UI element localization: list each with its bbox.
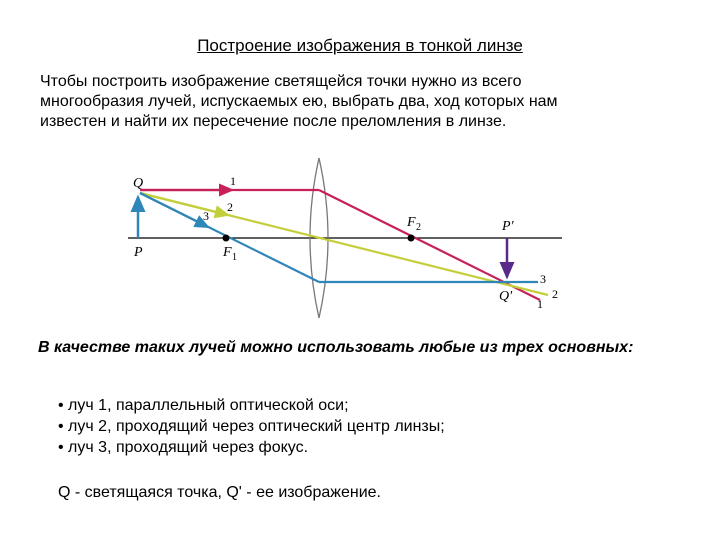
label-f2: F xyxy=(407,215,416,230)
subheading: В качестве таких лучей можно использовать любые из трех основных: xyxy=(38,339,634,356)
label-f1: F xyxy=(223,245,232,260)
focus-point-f1 xyxy=(223,235,230,242)
ray-3-arrow xyxy=(140,193,208,227)
label-ray1-out: 1 xyxy=(537,297,543,311)
label-ray3-in: 3 xyxy=(203,209,209,223)
label-p: P xyxy=(134,245,143,260)
list-item: • луч 1, параллельный оптической оси; xyxy=(58,397,349,414)
label-ray2-in: 2 xyxy=(227,200,233,214)
list-item: • луч 2, проходящий через оптический центр линзы; xyxy=(58,418,445,435)
label-f2-sub: 2 xyxy=(416,222,421,233)
ray-2-arrow xyxy=(140,193,228,215)
label-f1-sub: 1 xyxy=(232,252,237,263)
focus-point-f2 xyxy=(408,235,415,242)
label-ray1-in: 1 xyxy=(230,174,236,188)
ray-list xyxy=(58,395,445,458)
page-title: Построение изображения в тонкой линзе xyxy=(197,36,523,55)
list-item: • луч 3, проходящий через фокус. xyxy=(58,439,309,456)
label-ray2-out: 2 xyxy=(552,287,558,301)
intro-paragraph: Чтобы построить изображение светящейся точки нужно из всего многообразия лучей, испускаемых ею, выбрать два, ход которых нам известен и найти их пересечение после преломления в линзе. xyxy=(40,73,558,130)
label-q: Q xyxy=(133,176,144,191)
label-ray3-out: 3 xyxy=(540,272,546,286)
definition-note: Q - светящаяся точка, Q' - ее изображение. xyxy=(58,484,381,501)
label-q-prime: Q' xyxy=(499,289,513,304)
label-p-prime: P' xyxy=(502,219,514,234)
